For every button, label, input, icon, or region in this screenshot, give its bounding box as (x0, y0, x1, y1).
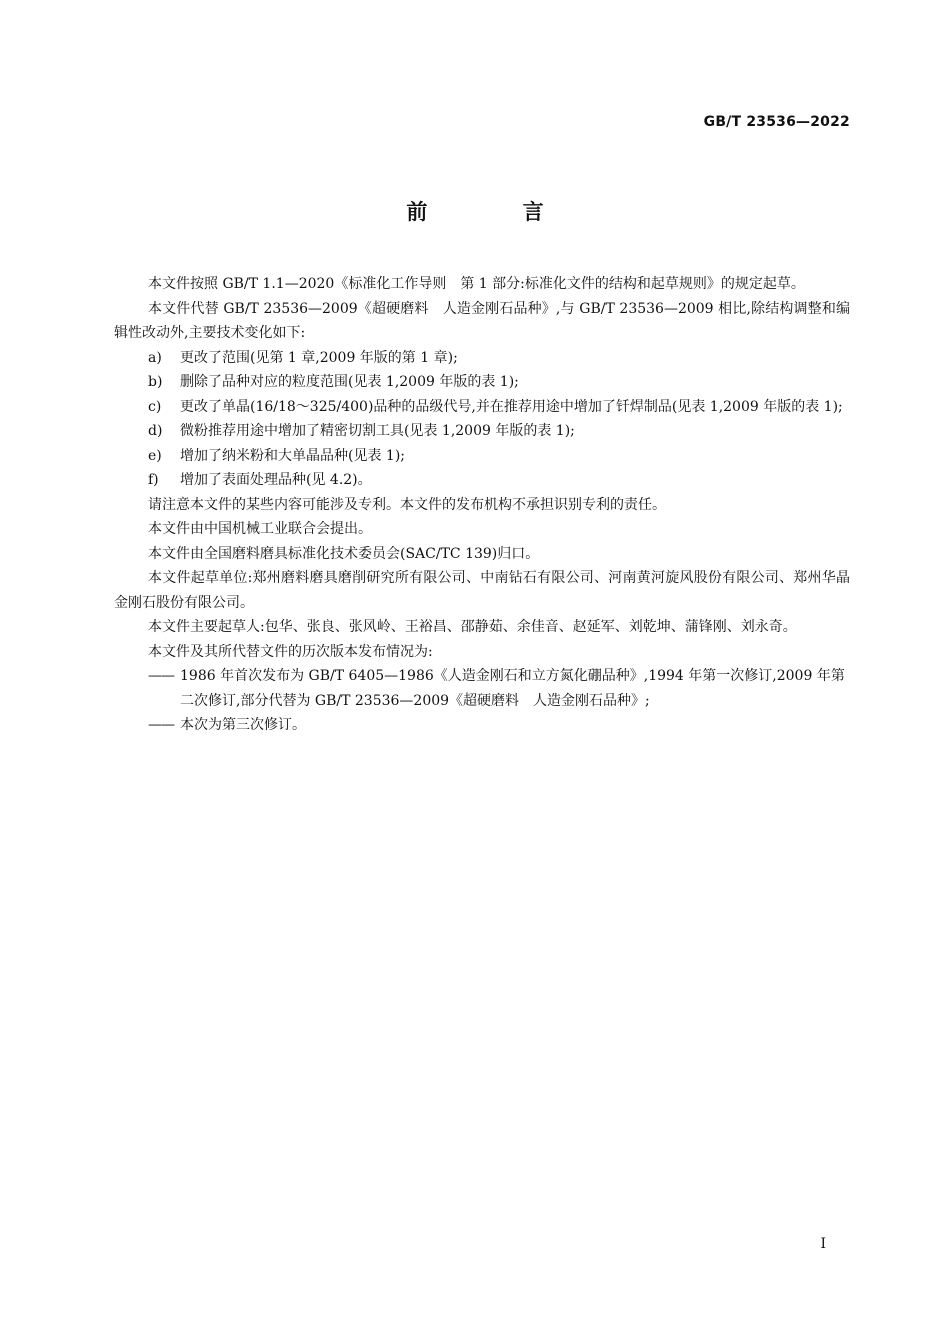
page-title: 前 言 (406, 200, 588, 224)
list-marker: c) (148, 398, 162, 415)
paragraph-drafting-rules: 本文件按照 GB/T 1.1—2020《标准化工作导则 第 1 部分:标准化文件的结构和起草规则》的规定起草。 (148, 276, 805, 292)
history-item-text: 本次为第三次修订。 (180, 717, 306, 733)
history-item (114, 713, 850, 738)
list-item-text: 更改了范围(见第 1 章,2009 年版的第 1 章); (180, 349, 458, 366)
list-item-text: 删除了品种对应的粒度范围(见表 1,2009 年版的表 1); (180, 374, 519, 390)
dash-marker: —— (148, 717, 174, 733)
list-marker: a) (148, 349, 162, 366)
list-marker: b) (148, 374, 163, 390)
paragraph-drafting-units: 本文件起草单位:郑州磨料磨具磨削研究所有限公司、中南钻石有限公司、河南黄河旋风股份有限公司、郑州华晶金刚石股份有限公司。 (114, 570, 850, 611)
list-item-text: 微粉推荐用途中增加了精密切割工具(见表 1,2009 年版的表 1); (180, 423, 575, 439)
list-item (114, 419, 850, 444)
list-item-text: 更改了单晶(16/18～325/400)品种的品级代号,并在推荐用途中增加了钎焊制品(见表 1,2009 年版的表 1); (180, 398, 843, 415)
paragraph-drafters: 本文件主要起草人:包华、张良、张风岭、王裕昌、邵静茹、余佳音、赵延军、刘乾坤、蒲锋刚、刘永奇。 (148, 619, 797, 635)
paragraph-proposer: 本文件由中国机械工业联合会提出。 (148, 521, 372, 537)
paragraph-replacement: 本文件代替 GB/T 23536—2009《超硬磨料 人造金刚石品种》,与 GB/T 23536—2009 相比,除结构调整和编辑性改动外,主要技术变化如下: (114, 300, 850, 341)
list-item-text: 增加了表面处理品种(见 4.2)。 (180, 472, 372, 488)
history-item (114, 664, 850, 713)
list-item (114, 444, 850, 469)
standard-code: GB/T 23536—2022 (703, 114, 850, 130)
page-number: I (820, 1236, 826, 1252)
list-item (114, 468, 850, 493)
dash-marker: —— (148, 668, 174, 684)
list-item-text: 增加了纳米粉和大单晶品种(见表 1); (180, 447, 405, 464)
paragraph-patent-notice: 请注意本文件的某些内容可能涉及专利。本文件的发布机构不承担识别专利的责任。 (148, 496, 666, 513)
list-item (114, 346, 850, 371)
paragraph-history-intro: 本文件及其所代替文件的历次版本发布情况为: (148, 643, 433, 660)
list-marker: d) (148, 423, 163, 439)
history-item-text: 1986 年首次发布为 GB/T 6405—1986《人造金刚石和立方氮化硼品种》,1994 年第一次修订,2009 年第二次修订,部分代替为 GB/T 23536—2009《超硬磨料 人造金刚石品种》; (180, 668, 845, 709)
list-item (114, 395, 850, 420)
list-item (114, 370, 850, 395)
foreword-body (114, 272, 850, 738)
paragraph-committee: 本文件由全国磨料磨具标准化技术委员会(SAC/TC 139)归口。 (148, 545, 540, 562)
list-marker: e) (148, 447, 162, 464)
list-marker: f) (148, 472, 159, 488)
